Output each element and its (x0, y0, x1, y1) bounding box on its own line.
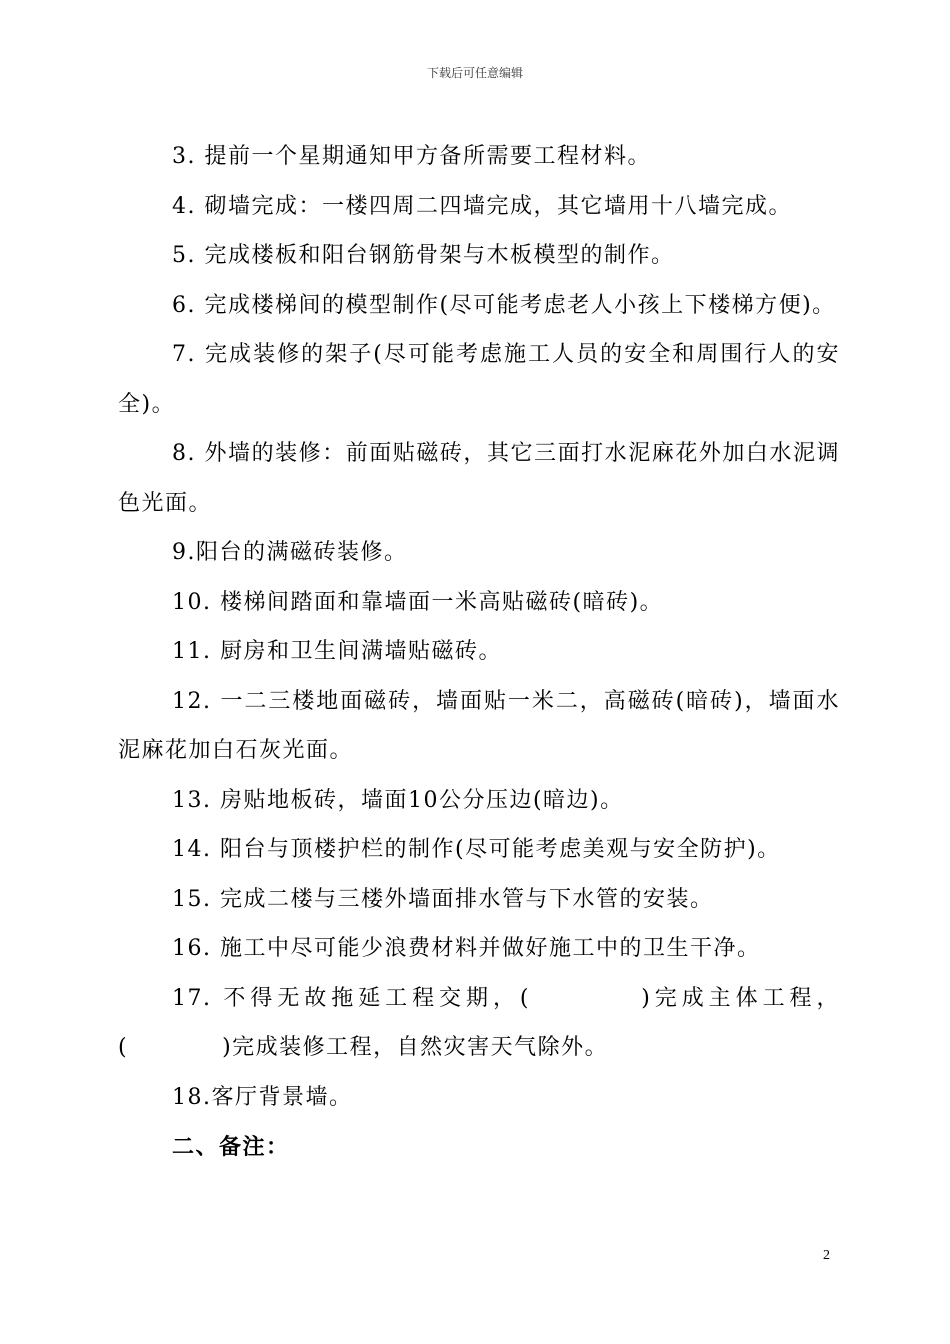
list-item: 11. 厨房和卫生间满墙贴磁砖。 (172, 639, 502, 664)
page-number: 2 (823, 1248, 830, 1263)
list-item: 17. 不得无故拖延工程交期，( )完成主体工程，( )完成装修工程，自然灾害天气除外。 (118, 985, 840, 1060)
list-item: 18.客厅背景墙。 (172, 1084, 353, 1110)
list-item: 6. 完成楼梯间的模型制作(尽可能考虑老人小孩上下楼梯方便)。 (172, 292, 836, 318)
list-item: 3. 提前一个星期通知甲方备所需要工程材料。 (172, 144, 651, 169)
page-header: 下载后可任意编辑 (426, 66, 523, 80)
list-item: 4. 砌墙完成：一楼四周二四墙完成，其它墙用十八墙完成。 (172, 193, 792, 219)
list-item: 16. 施工中尽可能少浪费材料并做好施工中的卫生干净。 (172, 936, 761, 961)
list-item: 15. 完成二楼与三楼外墙面排水管与下水管的安装。 (172, 886, 714, 912)
section-heading: 二、备注： (172, 1135, 290, 1160)
list-item: 10. 楼梯间踏面和靠墙面一米高贴磁砖(暗砖)。 (172, 589, 664, 615)
list-item: 8. 外墙的装修：前面贴磁砖，其它三面打水泥麻花外加白水泥调色光面。 (118, 441, 840, 516)
document-body (118, 132, 840, 1174)
list-item: 7. 完成装修的架子(尽可能考虑施工人员的安全和周围行人的安全)。 (118, 342, 840, 417)
list-item: 12. 一二三楼地面磁砖，墙面贴一米二，高磁砖(暗砖)，墙面水泥麻花加白石灰光面。 (118, 688, 840, 763)
list-item: 9.阳台的满磁砖装修。 (172, 540, 408, 565)
list-item: 14. 阳台与顶楼护栏的制作(尽可能考虑美观与安全防护)。 (172, 837, 781, 862)
list-item: 5. 完成楼板和阳台钢筋骨架与木板模型的制作。 (172, 243, 675, 268)
list-item: 13. 房贴地板砖，墙面10公分压边(暗边)。 (172, 787, 624, 813)
